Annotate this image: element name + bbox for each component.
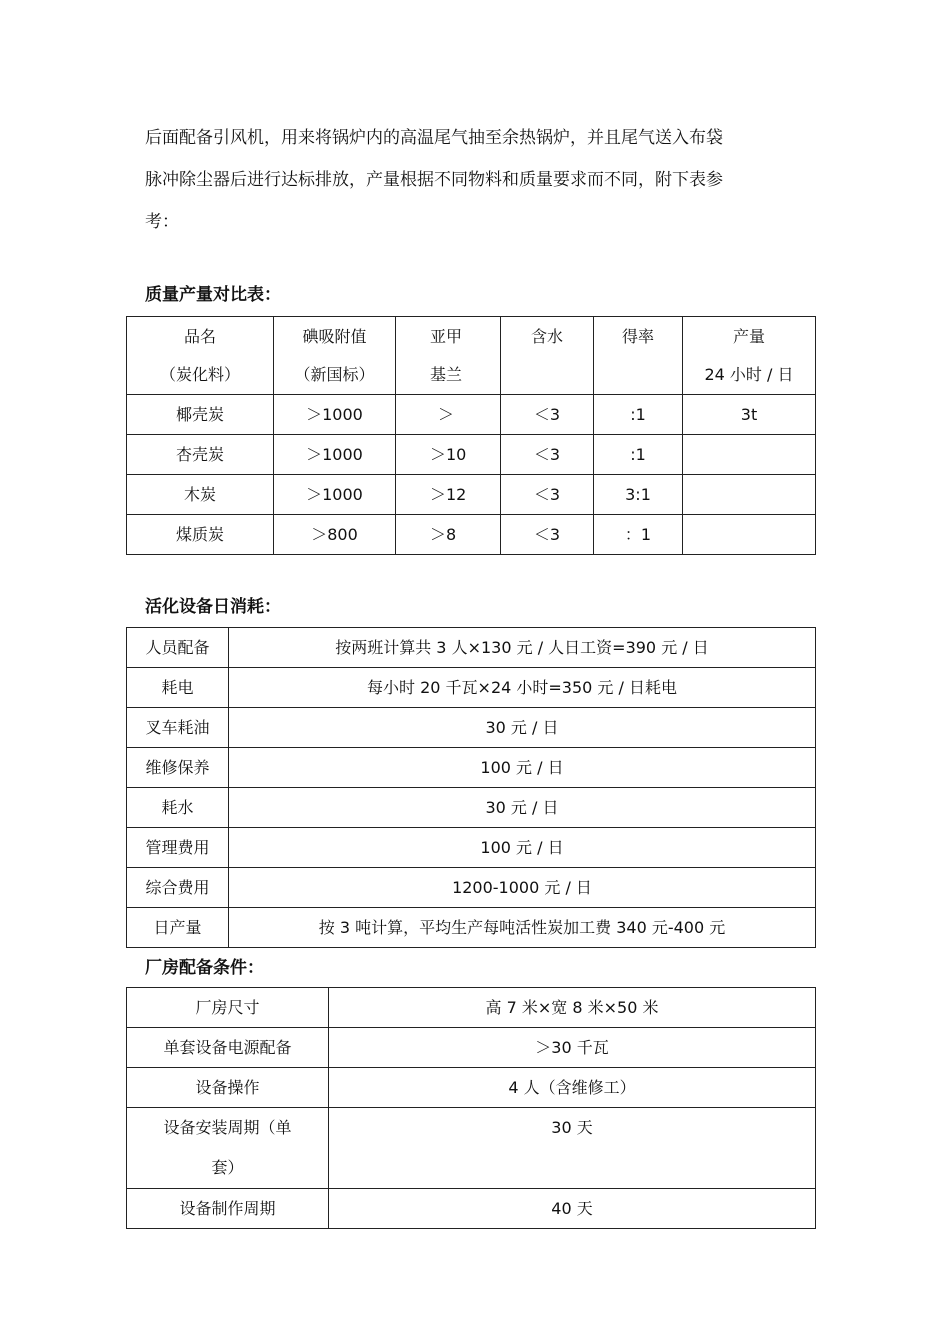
row-value: 按两班计算共 3 人×130 元 / 人日工资=390 元 / 日 xyxy=(229,628,816,668)
cell-yield: ：1 xyxy=(594,515,683,555)
row-label: 木炭 xyxy=(127,475,274,515)
row-value: 40 天 xyxy=(329,1189,816,1229)
table-row xyxy=(127,1108,816,1189)
cell-moisture: ＜3 xyxy=(501,515,594,555)
cell-yield: 3:1 xyxy=(594,475,683,515)
plant-conditions-table xyxy=(126,987,816,1229)
row-value: 高 7 米×宽 8 米×50 米 xyxy=(329,988,816,1028)
cell-output xyxy=(683,475,816,515)
row-label: 杏壳炭 xyxy=(127,435,274,475)
intro-line-3: 考： xyxy=(145,212,179,232)
intro-line-2: 脉冲除尘器后进行达标排放，产量根据不同物料和质量要求而不同，附下表参 xyxy=(145,170,723,190)
row-label: 椰壳炭 xyxy=(127,395,274,435)
quality-output-table xyxy=(126,316,816,555)
cell-methylene: ＞12 xyxy=(396,475,501,515)
cell-yield: :1 xyxy=(594,395,683,435)
row-value: 4 人（含维修工） xyxy=(329,1068,816,1108)
cell-iodine: ＞800 xyxy=(274,515,396,555)
table-row xyxy=(127,708,816,748)
cell-output: 3t xyxy=(683,395,816,435)
cell-methylene: ＞ xyxy=(396,395,501,435)
cell-methylene: ＞10 xyxy=(396,435,501,475)
cell-methylene: ＞8 xyxy=(396,515,501,555)
table-row xyxy=(127,868,816,908)
row-label: 设备制作周期 xyxy=(127,1189,329,1229)
table-row xyxy=(127,1028,816,1068)
row-label: 厂房尺寸 xyxy=(127,988,329,1028)
table-row xyxy=(127,1068,816,1108)
cell-output xyxy=(683,435,816,475)
table2-heading: 活化设备日消耗： xyxy=(145,597,281,617)
row-value: 每小时 20 千瓦×24 小时=350 元 / 日耗电 xyxy=(229,668,816,708)
table-row xyxy=(127,475,816,515)
row-label: 设备安装周期（单 套） xyxy=(127,1108,329,1189)
cell-moisture: ＜3 xyxy=(501,435,594,475)
table-row xyxy=(127,788,816,828)
row-label: 耗电 xyxy=(127,668,229,708)
row-label: 耗水 xyxy=(127,788,229,828)
table-row xyxy=(127,1189,816,1229)
row-label: 日产量 xyxy=(127,908,229,948)
row-value: ＞30 千瓦 xyxy=(329,1028,816,1068)
row-label: 单套设备电源配备 xyxy=(127,1028,329,1068)
table-row xyxy=(127,628,816,668)
cell-output xyxy=(683,515,816,555)
intro-line-1: 后面配备引风机，用来将锅炉内的高温尾气抽至余热锅炉，并且尾气送入布袋 xyxy=(145,128,723,148)
row-value: 按 3 吨计算，平均生产每吨活性炭加工费 340 元-400 元 xyxy=(229,908,816,948)
row-value: 30 元 / 日 xyxy=(229,708,816,748)
table-row xyxy=(127,668,816,708)
row-label: 设备操作 xyxy=(127,1068,329,1108)
row-label: 管理费用 xyxy=(127,828,229,868)
cell-iodine: ＞1000 xyxy=(274,395,396,435)
row-value: 100 元 / 日 xyxy=(229,748,816,788)
header-cell-output: 产量 24 小时 / 日 xyxy=(683,317,816,395)
header-cell-moisture: 含水 xyxy=(501,317,594,395)
intro-paragraph xyxy=(145,117,825,243)
row-value: 30 元 / 日 xyxy=(229,788,816,828)
cell-moisture: ＜3 xyxy=(501,395,594,435)
daily-consumption-table xyxy=(126,627,816,948)
table-row xyxy=(127,515,816,555)
row-label: 人员配备 xyxy=(127,628,229,668)
table-row xyxy=(127,908,816,948)
table3-heading: 厂房配备条件： xyxy=(145,958,264,978)
header-cell-name: 品名 （炭化料） xyxy=(127,317,274,395)
cell-iodine: ＞1000 xyxy=(274,435,396,475)
table-row xyxy=(127,988,816,1028)
table-row xyxy=(127,395,816,435)
row-label: 综合费用 xyxy=(127,868,229,908)
cell-yield: :1 xyxy=(594,435,683,475)
header-cell-yield: 得率 xyxy=(594,317,683,395)
table1-heading: 质量产量对比表： xyxy=(145,285,281,305)
table-row xyxy=(127,828,816,868)
row-label: 维修保养 xyxy=(127,748,229,788)
table1-header-row xyxy=(127,317,816,395)
table-row xyxy=(127,748,816,788)
row-value: 30 天 xyxy=(329,1108,816,1189)
cell-moisture: ＜3 xyxy=(501,475,594,515)
row-label: 叉车耗油 xyxy=(127,708,229,748)
row-label: 煤质炭 xyxy=(127,515,274,555)
row-value: 1200-1000 元 / 日 xyxy=(229,868,816,908)
header-cell-methylene: 亚甲 基兰 xyxy=(396,317,501,395)
header-cell-iodine: 碘吸附值 （新国标） xyxy=(274,317,396,395)
row-value: 100 元 / 日 xyxy=(229,828,816,868)
cell-iodine: ＞1000 xyxy=(274,475,396,515)
table-row xyxy=(127,435,816,475)
